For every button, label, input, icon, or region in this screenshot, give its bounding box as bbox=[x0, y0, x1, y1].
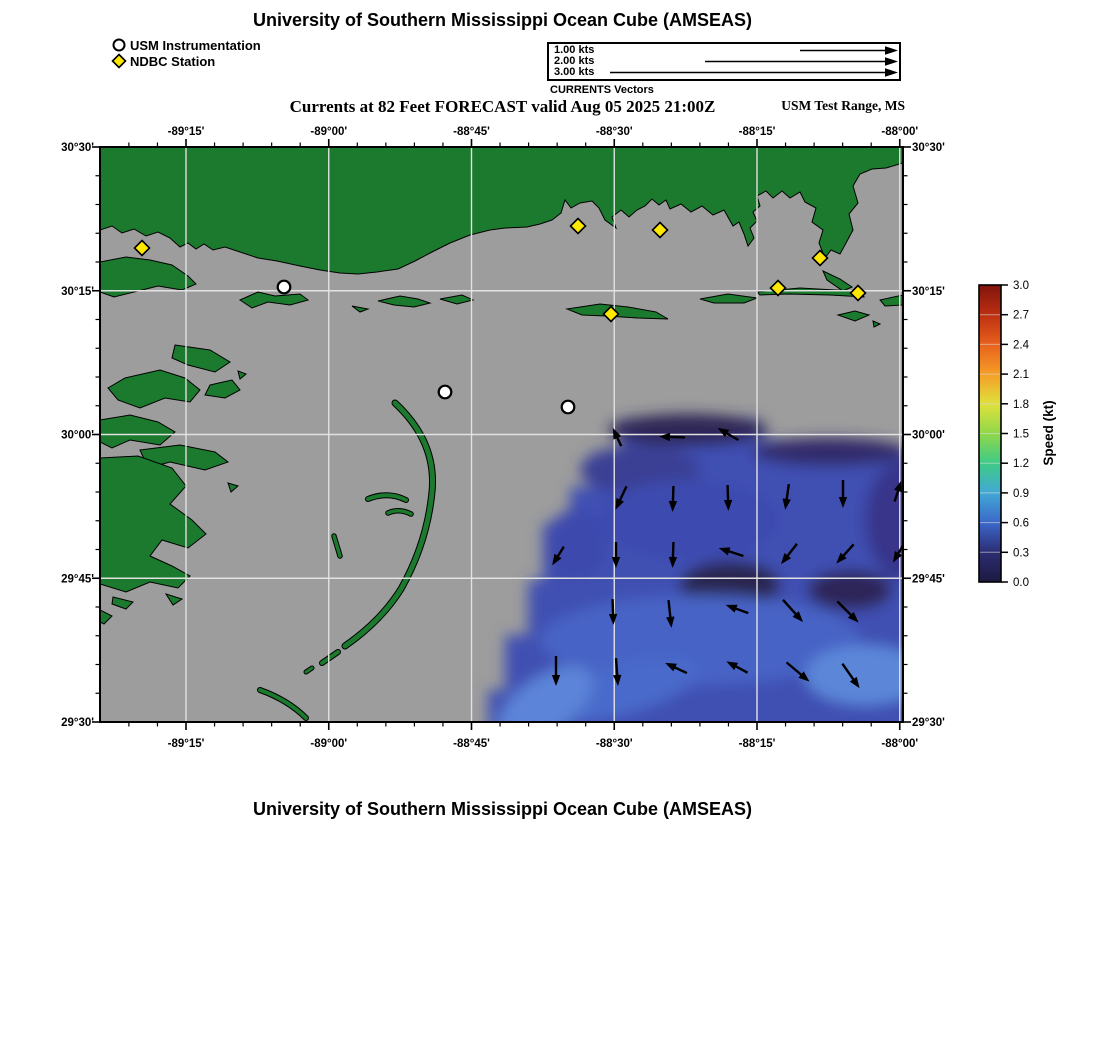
longitude-tick-label: -88°15' bbox=[738, 738, 776, 750]
current-arrow-tail bbox=[613, 599, 614, 616]
colorbar-tick-label: 2.4 bbox=[1013, 339, 1029, 352]
colorbar-title: Speed (kt) bbox=[1041, 400, 1056, 466]
field-blob bbox=[545, 510, 605, 580]
longitude-tick-label: -89°15' bbox=[167, 738, 205, 750]
current-arrow-tail bbox=[616, 658, 617, 677]
vector-scale-label-2: 2.00 kts bbox=[554, 55, 595, 67]
usm-station-marker bbox=[278, 281, 291, 294]
colorbar-tick-label: 3.0 bbox=[1013, 280, 1029, 292]
field-blob bbox=[805, 645, 925, 705]
latitude-tick-label: 30°30' bbox=[61, 142, 94, 154]
colorbar-tick-label: 1.8 bbox=[1013, 398, 1029, 411]
colorbar-tick-label: 0.9 bbox=[1013, 487, 1029, 500]
current-arrow-tail bbox=[668, 437, 685, 438]
colorbar-tick-label: 0.6 bbox=[1013, 517, 1029, 530]
map-plot-area bbox=[100, 147, 945, 759]
latitude-tick-label: 30°00' bbox=[912, 429, 945, 442]
latitude-tick-label: 29°30' bbox=[912, 717, 945, 729]
field-blob bbox=[600, 480, 780, 560]
longitude-tick-label: -88°15' bbox=[738, 126, 776, 138]
field-blob bbox=[752, 438, 908, 466]
colorbar bbox=[979, 280, 1030, 589]
region-label: USM Test Range, MS bbox=[781, 98, 905, 113]
current-arrow-tail bbox=[728, 485, 729, 502]
colorbar-tick-label: 0.0 bbox=[1013, 577, 1029, 589]
vector-scale-label-3: 3.00 kts bbox=[554, 66, 595, 78]
latitude-tick-label: 30°30' bbox=[912, 142, 945, 154]
latitude-tick-label: 29°45' bbox=[912, 573, 945, 586]
colorbar-tick-label: 2.7 bbox=[1013, 309, 1029, 322]
currents-vectors-caption: CURRENTS Vectors bbox=[550, 84, 654, 96]
latitude-tick-label: 30°15' bbox=[61, 285, 94, 298]
legend-label-usm: USM Instrumentation bbox=[130, 38, 261, 53]
field-blob bbox=[808, 570, 892, 610]
vector-scale-label-1: 1.00 kts bbox=[554, 44, 595, 56]
longitude-tick-label: -88°00' bbox=[881, 126, 919, 138]
usm-station-marker bbox=[439, 386, 452, 399]
field-blob bbox=[865, 460, 945, 580]
legend-label-ndbc: NDBC Station bbox=[130, 54, 216, 69]
colorbar-tick-label: 0.3 bbox=[1013, 547, 1029, 560]
longitude-tick-label: -89°00' bbox=[310, 738, 348, 750]
page-title: University of Southern Mississippi Ocean Cube (AMSEAS) bbox=[252, 10, 753, 30]
colorbar-tick-label: 2.1 bbox=[1013, 369, 1029, 382]
forecast-subtitle: Currents at 82 Feet FORECAST valid Aug 05 2025 21:00Z bbox=[289, 97, 716, 116]
field-blob bbox=[608, 414, 768, 446]
usm-station-marker bbox=[562, 401, 575, 414]
latitude-tick-label: 29°30' bbox=[61, 717, 94, 729]
longitude-tick-label: -88°30' bbox=[595, 126, 633, 138]
longitude-tick-label: -88°45' bbox=[453, 738, 490, 750]
latitude-tick-label: 29°45' bbox=[61, 573, 94, 586]
current-arrow-tail bbox=[673, 486, 674, 503]
longitude-tick-label: -88°45' bbox=[453, 126, 490, 138]
footer-title: University of Southern Mississippi Ocean Cube (AMSEAS) bbox=[252, 799, 753, 819]
longitude-tick-label: -89°00' bbox=[310, 126, 348, 138]
longitude-tick-label: -88°00' bbox=[881, 738, 919, 750]
colorbar-tick-label: 1.2 bbox=[1013, 458, 1029, 471]
latitude-tick-label: 30°15' bbox=[912, 285, 945, 298]
longitude-tick-label: -89°15' bbox=[167, 126, 205, 138]
current-arrow-tail bbox=[673, 542, 674, 559]
colorbar-tick-label: 1.5 bbox=[1013, 428, 1029, 441]
latitude-tick-label: 30°00' bbox=[61, 429, 94, 442]
longitude-tick-label: -88°30' bbox=[595, 738, 633, 750]
